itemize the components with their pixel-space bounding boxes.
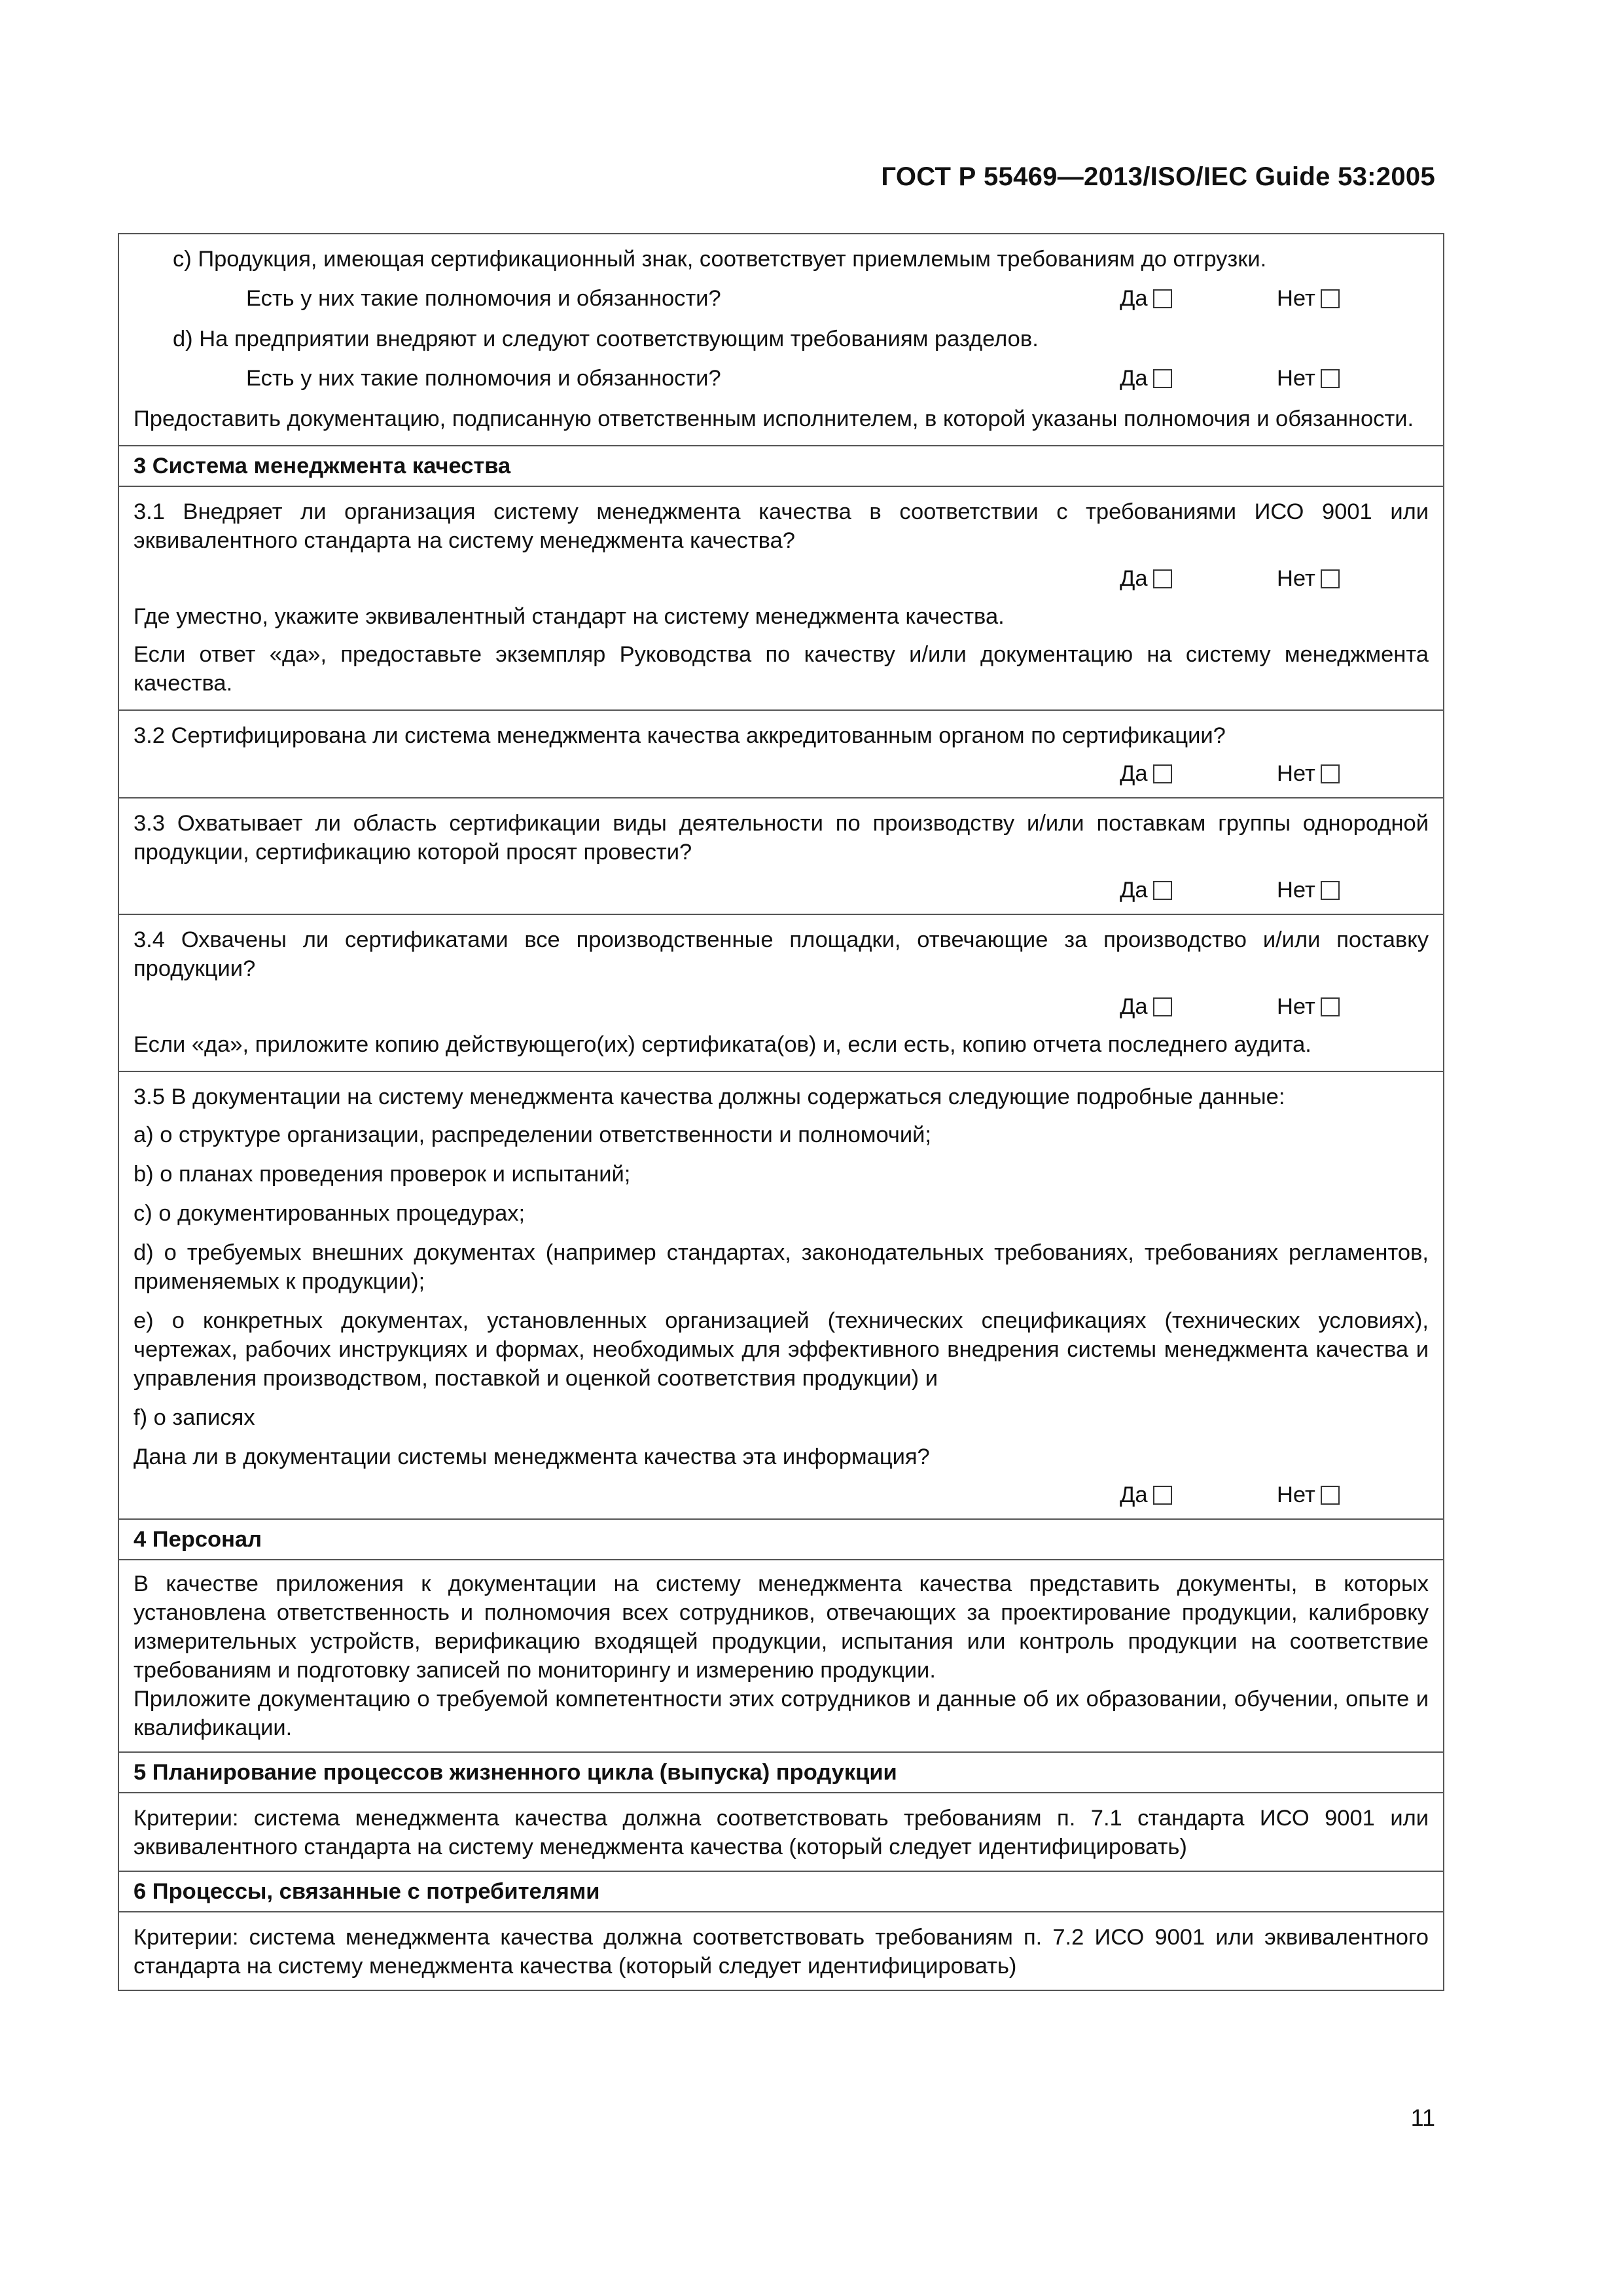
answer-no	[1277, 284, 1340, 313]
section-continuation	[119, 234, 1443, 445]
answer-no	[1277, 992, 1340, 1021]
questionnaire-table	[118, 233, 1444, 1991]
section-3-heading: 3 Система менеджмента качества	[119, 445, 1443, 486]
no-label: Нет	[1277, 1482, 1315, 1507]
answer-yes	[1120, 364, 1277, 393]
note-text: Если ответ «да», предоставьте экземпляр Руководства по качеству и/или документацию на систему менеджмента качества.	[134, 642, 1429, 696]
question-text: 3.5 В документации на систему менеджмента качества должны содержаться следующие подробные данные:	[134, 1085, 1285, 1109]
no-checkbox[interactable]	[1321, 569, 1340, 588]
provide-documentation-text: Предоставить документацию, подписанную ответственным исполнителем, в которой указаны полномочия и обязанности.	[134, 406, 1414, 431]
question-row	[134, 284, 1429, 313]
question-text: 3.2 Сертифицирована ли система менеджмента качества аккредитованным органом по сертификации?	[134, 723, 1226, 748]
section-5-heading: 5 Планирование процессов жизненного цикла (выпуска) продукции	[119, 1751, 1443, 1792]
list-item: f) о записях	[134, 1405, 255, 1430]
section-6-heading: 6 Процессы, связанные с потребителями	[119, 1871, 1443, 1911]
section-5-body	[119, 1792, 1443, 1871]
answer-group	[134, 876, 1429, 905]
question-3-5	[119, 1071, 1443, 1518]
item-c: c) Продукция, имеющая сертификационный знак, соответствует приемлемым требованиям до отгрузки.	[173, 247, 1267, 272]
criteria-text: Критерии: система менеджмента качества должна соответствовать требованиям п. 7.1 стандарта ИСО 9001 или эквивалентного стандарта на систему менеджмента качества (который следует идентифицировать)	[134, 1806, 1429, 1859]
question-text: Есть у них такие полномочия и обязанности?	[246, 286, 721, 311]
answer-yes	[1120, 1480, 1277, 1509]
yes-checkbox[interactable]	[1153, 1486, 1172, 1505]
list-item: d) о требуемых внешних документах (например стандартах, законодательных требованиях, требованиях регламентов, применяемых к продукции);	[134, 1240, 1429, 1294]
question-text: 3.4 Охвачены ли сертификатами все производственные площадки, отвечающие за производство и/или поставку продукции?	[134, 927, 1429, 981]
answer-yes	[1120, 564, 1277, 593]
yes-checkbox[interactable]	[1153, 764, 1172, 783]
answer-group	[1120, 364, 1429, 393]
question-3-3	[119, 797, 1443, 914]
note-text: Если «да», приложите копию действующего(их) сертификата(ов) и, если есть, копию отчета последнего аудита.	[134, 1032, 1311, 1057]
answer-group	[134, 1480, 1429, 1509]
yes-label: Да	[1120, 366, 1148, 391]
yes-checkbox[interactable]	[1153, 369, 1172, 388]
no-label: Нет	[1277, 566, 1315, 591]
body-text: Приложите документацию о требуемой компетентности этих сотрудников и данные об их образовании, обучении, опыте и квалификации.	[134, 1687, 1429, 1740]
no-checkbox[interactable]	[1321, 881, 1340, 900]
question-row	[134, 364, 1429, 393]
no-checkbox[interactable]	[1321, 997, 1340, 1016]
yes-label: Да	[1120, 761, 1148, 786]
question-text: 3.3 Охватывает ли область сертификации виды деятельности по производству и/или поставкам группы однородной продукции, сертификацию которой просят провести?	[134, 811, 1429, 865]
yes-label: Да	[1120, 286, 1148, 311]
yes-checkbox[interactable]	[1153, 289, 1172, 308]
no-label: Нет	[1277, 994, 1315, 1019]
answer-group	[1120, 284, 1429, 313]
question-text: 3.1 Внедряет ли организация систему менеджмента качества в соответствии с требованиями ИСО 9001 или эквивалентного стандарта на систему менеджмента качества?	[134, 499, 1429, 553]
list-item: b) о планах проведения проверок и испытаний;	[134, 1162, 631, 1187]
item-d: d) На предприятии внедряют и следуют соответствующим требованиям разделов.	[173, 327, 1039, 351]
question-text: Есть у них такие полномочия и обязанности?	[246, 366, 721, 391]
answer-yes	[1120, 992, 1277, 1021]
no-label: Нет	[1277, 366, 1315, 391]
yes-label: Да	[1120, 566, 1148, 591]
answer-no	[1277, 1480, 1340, 1509]
list-item: a) о структуре организации, распределении ответственности и полномочий;	[134, 1122, 932, 1147]
yes-label: Да	[1120, 1482, 1148, 1507]
section-4-heading: 4 Персонал	[119, 1518, 1443, 1559]
section-6-body	[119, 1911, 1443, 1990]
no-checkbox[interactable]	[1321, 369, 1340, 388]
page-number: 11	[1410, 2104, 1435, 2131]
list-item: c) о документированных процедурах;	[134, 1201, 526, 1226]
answer-group	[134, 759, 1429, 788]
no-label: Нет	[1277, 286, 1315, 311]
answer-no	[1277, 364, 1340, 393]
no-label: Нет	[1277, 878, 1315, 903]
question-text: Дана ли в документации системы менеджмента качества эта информация?	[134, 1444, 930, 1469]
section-4-body	[119, 1559, 1443, 1751]
answer-yes	[1120, 759, 1277, 788]
answer-no	[1277, 876, 1340, 905]
question-3-4	[119, 914, 1443, 1071]
body-text: В качестве приложения к документации на систему менеджмента качества представить документы, в которых установлена ответственность и полномочия всех сотрудников, отвечающих за проектирование продукции, калибровку измерительных устройств, верификацию входящей продукции, испытания или контроль продукции на соответствие требованиям и подготовку записей по мониторингу и измерению продукции.	[134, 1571, 1429, 1683]
no-checkbox[interactable]	[1321, 1486, 1340, 1505]
answer-no	[1277, 564, 1340, 593]
answer-group	[134, 992, 1429, 1021]
answer-yes	[1120, 284, 1277, 313]
no-label: Нет	[1277, 761, 1315, 786]
question-3-2	[119, 709, 1443, 797]
note-text: Где уместно, укажите эквивалентный стандарт на систему менеджмента качества.	[134, 604, 1005, 629]
answer-no	[1277, 759, 1340, 788]
answer-yes	[1120, 876, 1277, 905]
yes-checkbox[interactable]	[1153, 881, 1172, 900]
no-checkbox[interactable]	[1321, 764, 1340, 783]
criteria-text: Критерии: система менеджмента качества должна соответствовать требованиям п. 7.2 ИСО 9001 или эквивалентного стандарта на систему менеджмента качества (который следует идентифицировать)	[134, 1925, 1429, 1979]
no-checkbox[interactable]	[1321, 289, 1340, 308]
document-header: ГОСТ Р 55469—2013/ISO/IEC Guide 53:2005	[881, 162, 1435, 191]
yes-label: Да	[1120, 878, 1148, 903]
question-3-1	[119, 486, 1443, 709]
yes-checkbox[interactable]	[1153, 569, 1172, 588]
answer-group	[134, 564, 1429, 593]
yes-checkbox[interactable]	[1153, 997, 1172, 1016]
yes-label: Да	[1120, 994, 1148, 1019]
list-item: e) о конкретных документах, установленных организацией (технических спецификациях (технических условиях), чертежах, рабочих инструкциях и формах, необходимых для эффективного внедрения системы менеджмента качества и управления производством, поставкой и оценкой соответствия продукции) и	[134, 1308, 1429, 1391]
